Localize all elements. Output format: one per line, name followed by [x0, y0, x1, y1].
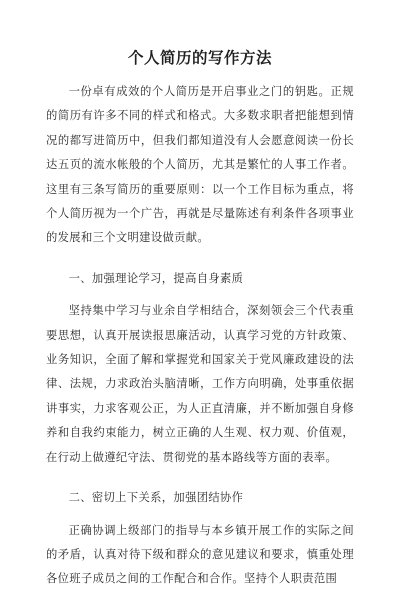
- section-body-2: 正确协调上级部门的指导与本乡镇开展工作的实际之间的矛盾，认真对待下级和群众的意见建议和要求，慎重处理各位班子成员之间的工作配合和合作。坚持个人职责范围: [46, 523, 354, 586]
- section-body-1: 坚持集中学习与业余自学相结合，深刻领会三个代表重要思想，认真开展读报思廉活动，认真学习党的方针政策、业务知识，全面了解和掌握党和国家关于党风廉政建设的法律、法规，力求政治头脑清晰，工作方向明确，处事重依据讲事实，力求客观公正，为人正直清廉，并不断加强自身修养和自我约束能力，树立正确的人生观、权力观、价值观，在行动上做遵纪守法、贯彻党的基本路线等方面的表率。: [46, 304, 354, 464]
- spacer: [46, 470, 354, 478]
- section-heading-2: 二、密切上下关系，加强团结协作: [68, 491, 244, 505]
- section-heading-1: 一、加强理论学习，提高自身素质: [68, 271, 244, 285]
- intro-paragraph: 一份卓有成效的个人简历是开启事业之门的钥匙。正规的简历有许多不同的样式和格式。大多数求职者把能想到情况的都写进简历中，但我们都知道没有人会愿意阅读一份长达五页的流水帐般的个人简历，尤其是繁忙的人事工作者。这里有三条写简历的重要原则：以一个工作目标为重点，将个人简历视为一个广告，再就是尽量陈述有利条件各项事业的发展和三个文明建设做贡献。: [46, 85, 354, 245]
- spacer: [46, 251, 354, 259]
- document-title: 个人简历的写作方法: [127, 48, 272, 67]
